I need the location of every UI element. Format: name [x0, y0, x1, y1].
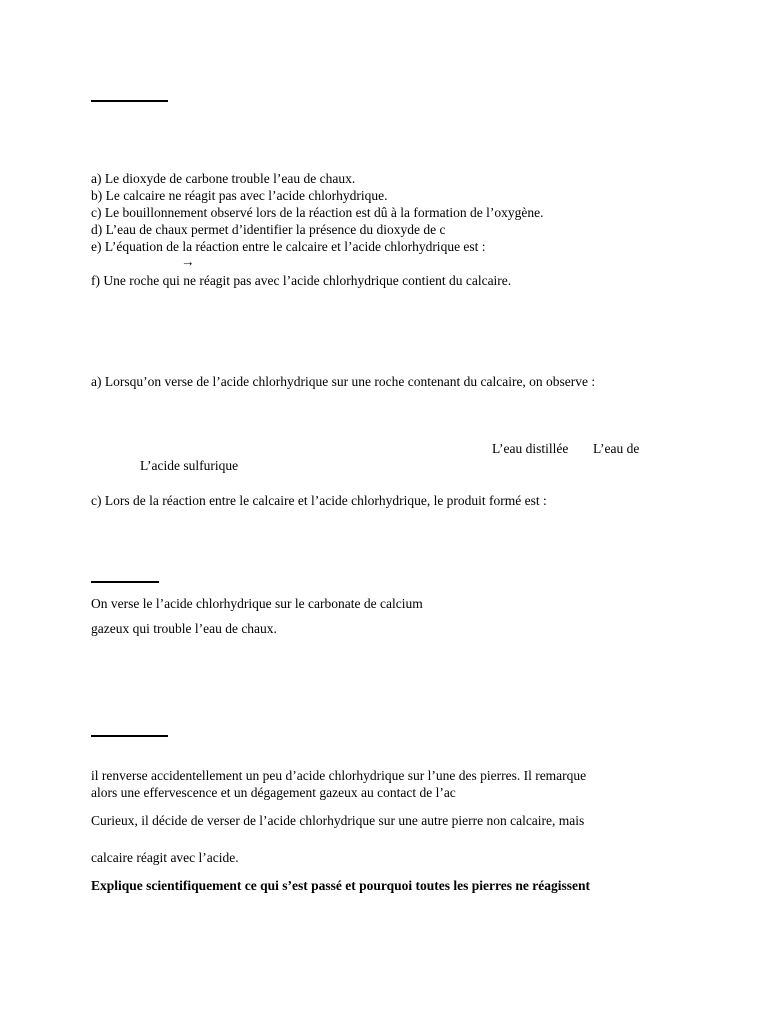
statement-b: b) Le calcaire ne réagit pas avec l’acide chlorhydrique.: [91, 188, 388, 203]
reaction-arrow: →: [181, 254, 195, 269]
section-4-line-3: Curieux, il décide de verser de l’acide chlorhydrique sur une autre pierre non calcaire, mais: [91, 813, 585, 828]
statement-d: d) L’eau de chaux permet d’identifier la présence du dioxyde de c: [91, 222, 446, 237]
section-4-line-2: alors une effervescence et un dégagement gazeux au contact de l’ac: [91, 785, 456, 800]
section-3-heading-rule: [91, 581, 159, 583]
section-3-line-1: On verse le l’acide chlorhydrique sur le carbonate de calcium: [91, 596, 423, 611]
question-c: c) Lors de la réaction entre le calcaire et l’acide chlorhydrique, le produit formé est :: [91, 493, 547, 508]
option-water-of: L’eau de: [593, 441, 640, 456]
question-a: a) Lorsqu’on verse de l’acide chlorhydrique sur une roche contenant du calcaire, on observe :: [91, 374, 596, 389]
section-4-line-1: il renverse accidentellement un peu d’acide chlorhydrique sur l’une des pierres. Il remarque: [91, 768, 587, 783]
section-4-heading-rule: [91, 735, 168, 737]
section-4-instruction: Explique scientifiquement ce qui s’est passé et pourquoi toutes les pierres ne réagissent: [91, 878, 590, 893]
option-distilled-water: L’eau distillée: [492, 441, 569, 456]
section-4-line-4: calcaire réagit avec l’acide.: [91, 850, 239, 865]
option-sulfuric-acid: L’acide sulfurique: [140, 458, 239, 473]
section-1-heading-rule: [91, 100, 168, 102]
section-3-line-2: gazeux qui trouble l’eau de chaux.: [91, 621, 277, 636]
statement-f: f) Une roche qui ne réagit pas avec l’acide chlorhydrique contient du calcaire.: [91, 273, 512, 288]
statement-e: e) L’équation de la réaction entre le calcaire et l’acide chlorhydrique est :: [91, 239, 486, 254]
statement-a: a) Le dioxyde de carbone trouble l’eau de chaux.: [91, 171, 356, 186]
statement-c: c) Le bouillonnement observé lors de la réaction est dû à la formation de l’oxygène.: [91, 205, 544, 220]
